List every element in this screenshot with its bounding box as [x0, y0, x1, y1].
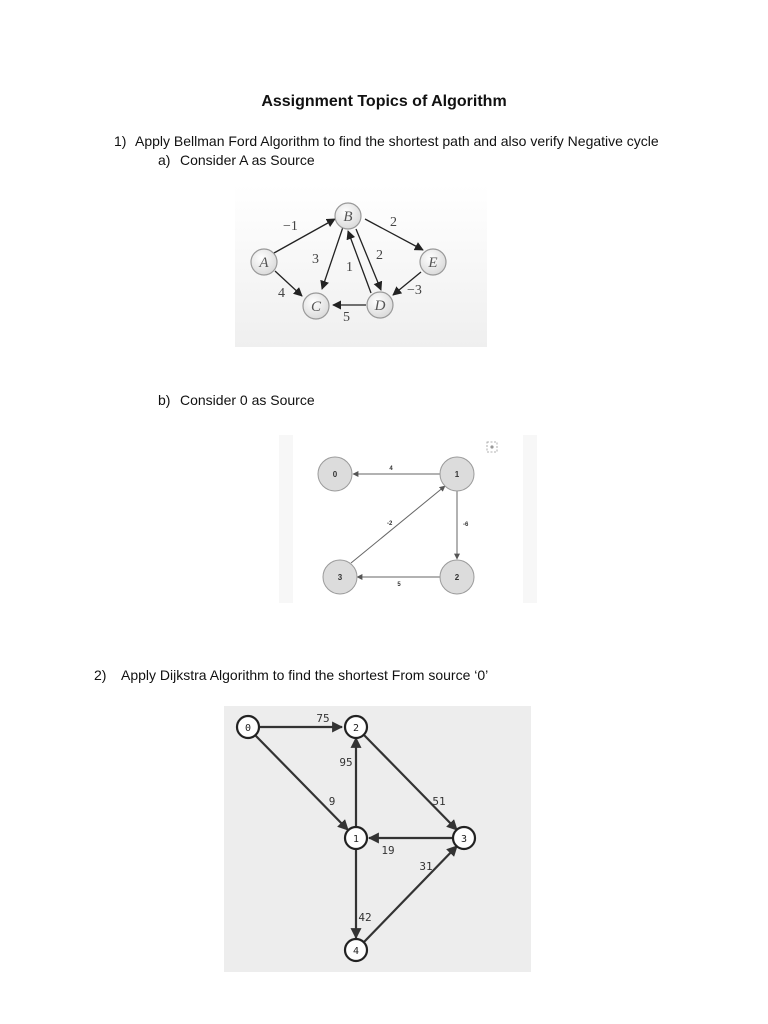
question-2-text: Apply Dijkstra Algorithm to find the shortest From source ‘0’ — [121, 667, 489, 683]
node-E — [420, 249, 446, 275]
edge-label-B-E: 2 — [390, 215, 397, 230]
edge-label-1-4: 42 — [358, 911, 372, 924]
edge-label-4-3: 31 — [419, 860, 433, 873]
node-3 — [453, 827, 475, 849]
node-1 — [440, 457, 474, 491]
edge-label-E-D: −3 — [407, 283, 422, 298]
node-B — [335, 203, 361, 229]
node-1 — [345, 827, 367, 849]
node-label-0: 0 — [332, 470, 338, 479]
question-1b — [158, 392, 315, 408]
question-1a — [158, 152, 315, 168]
question-1a-marker: a) — [158, 152, 171, 168]
node-2 — [345, 716, 367, 738]
graph-figure-dijkstra — [224, 706, 531, 972]
node-2 — [440, 560, 474, 594]
question-1-number: 1) — [114, 133, 127, 149]
node-D — [367, 292, 393, 318]
node-label-4: 4 — [352, 946, 360, 957]
node-label-2: 2 — [454, 573, 460, 582]
question-2-number: 2) — [94, 667, 107, 683]
question-2 — [94, 667, 488, 683]
question-1b-marker: b) — [158, 392, 171, 408]
node-label-D: D — [374, 298, 386, 314]
node-label-1: 1 — [454, 470, 460, 479]
node-A — [251, 249, 277, 275]
node-label-C: C — [310, 299, 322, 315]
node-label-1: 1 — [352, 834, 360, 845]
edge-label-0-2: 75 — [316, 712, 330, 725]
node-0 — [237, 716, 259, 738]
edge-label-1-2: 95 — [339, 756, 353, 769]
graph-figure-bellman-ford-a — [235, 185, 487, 347]
node-label-3: 3 — [337, 573, 343, 582]
edge-label-D-C: 5 — [343, 310, 350, 325]
graph-figure-bellman-ford-b — [279, 435, 537, 603]
node-label-0: 0 — [244, 723, 252, 734]
edge-label-1-0: 4 — [389, 466, 393, 472]
edge-label-3-1: -2 — [387, 521, 393, 527]
edge-label-1-2: -6 — [463, 522, 469, 528]
question-1b-text: Consider 0 as Source — [180, 392, 315, 408]
edge-label-D-B: 1 — [346, 260, 353, 275]
node-C — [303, 293, 329, 319]
edge-label-0-1: 9 — [328, 795, 336, 808]
node-label-2: 2 — [352, 723, 360, 734]
node-label-A: A — [259, 255, 269, 271]
edge-label-A-B: −1 — [283, 219, 298, 234]
edge-label-B-D: 2 — [376, 248, 383, 263]
node-4 — [345, 939, 367, 961]
question-1 — [114, 133, 659, 149]
node-3 — [323, 560, 357, 594]
node-0 — [318, 457, 352, 491]
node-label-B: B — [343, 209, 353, 225]
edge-label-2-3: 5 — [397, 582, 401, 588]
question-1a-text: Consider A as Source — [180, 152, 315, 168]
page-title: Assignment Topics of Algorithm — [261, 93, 507, 110]
edge-label-B-C: 3 — [312, 252, 319, 267]
question-1-text: Apply Bellman Ford Algorithm to find the shortest path and also verify Negative cycle — [135, 133, 659, 149]
edge-label-2-3: 51 — [432, 795, 446, 808]
node-label-3: 3 — [460, 834, 468, 845]
edge-label-A-C: 4 — [278, 286, 285, 301]
node-label-E: E — [428, 255, 438, 271]
edge-label-3-1: 19 — [381, 844, 395, 857]
